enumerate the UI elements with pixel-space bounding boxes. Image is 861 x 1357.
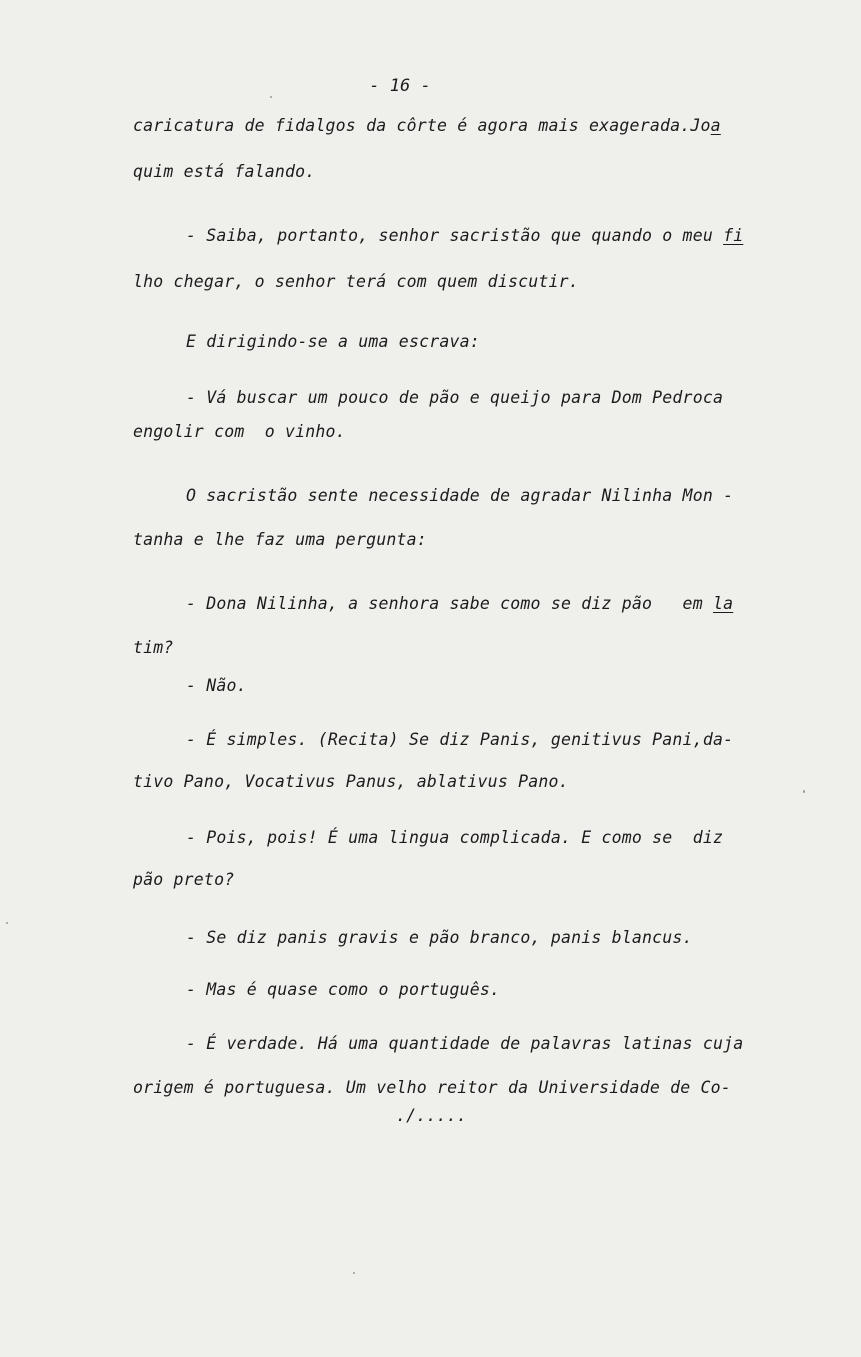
text-line: - Se diz panis gravis e pão branco, panis blancus. xyxy=(186,928,693,947)
paper-speck xyxy=(353,1272,355,1274)
text-line: caricatura de fidalgos da côrte é agora mais exagerada.Joa xyxy=(133,116,721,135)
text-line: - É verdade. Há uma quantidade de palavras latinas cuja xyxy=(186,1034,744,1053)
underlined-syllable: la xyxy=(712,594,734,613)
text-line: engolir com o vinho. xyxy=(133,422,346,441)
text-line: pão preto? xyxy=(133,870,235,889)
text-line: - Saiba, portanto, senhor sacristão que quando o meu fi xyxy=(186,226,744,245)
page-number: - 16 - xyxy=(369,76,431,96)
text-line: tanha e lhe faz uma pergunta: xyxy=(133,530,427,549)
text-line: - Vá buscar um pouco de pão e queijo para Dom Pedroca xyxy=(186,388,724,407)
text-line: tim? xyxy=(133,638,174,657)
paper-speck xyxy=(6,922,8,924)
underlined-syllable: fi xyxy=(723,226,744,245)
text-line: - Não. xyxy=(186,676,247,695)
paper-speck xyxy=(270,96,272,98)
text-line: quim está falando. xyxy=(133,162,316,181)
text-line: - É simples. (Recita) Se diz Panis, genitivus Pani,da- xyxy=(186,730,734,749)
text-line: - Dona Nilinha, a senhora sabe como se diz pão em la xyxy=(186,594,734,613)
continuation-mark: ./..... xyxy=(396,1106,467,1125)
paper-speck xyxy=(803,790,805,793)
text-line: origem é portuguesa. Um velho reitor da Universidade de Co- xyxy=(133,1078,731,1097)
text-line: E dirigindo-se a uma escrava: xyxy=(186,332,480,351)
text-line: tivo Pano, Vocativus Panus, ablativus Pano. xyxy=(133,772,569,791)
text-line: - Mas é quase como o português. xyxy=(186,980,501,999)
underlined-syllable: a xyxy=(710,116,721,135)
text-line: lho chegar, o senhor terá com quem discutir. xyxy=(133,272,579,291)
text-line: O sacristão sente necessidade de agradar Nilinha Mon - xyxy=(186,486,734,505)
text-line: - Pois, pois! É uma lingua complicada. E como se diz xyxy=(186,828,724,847)
